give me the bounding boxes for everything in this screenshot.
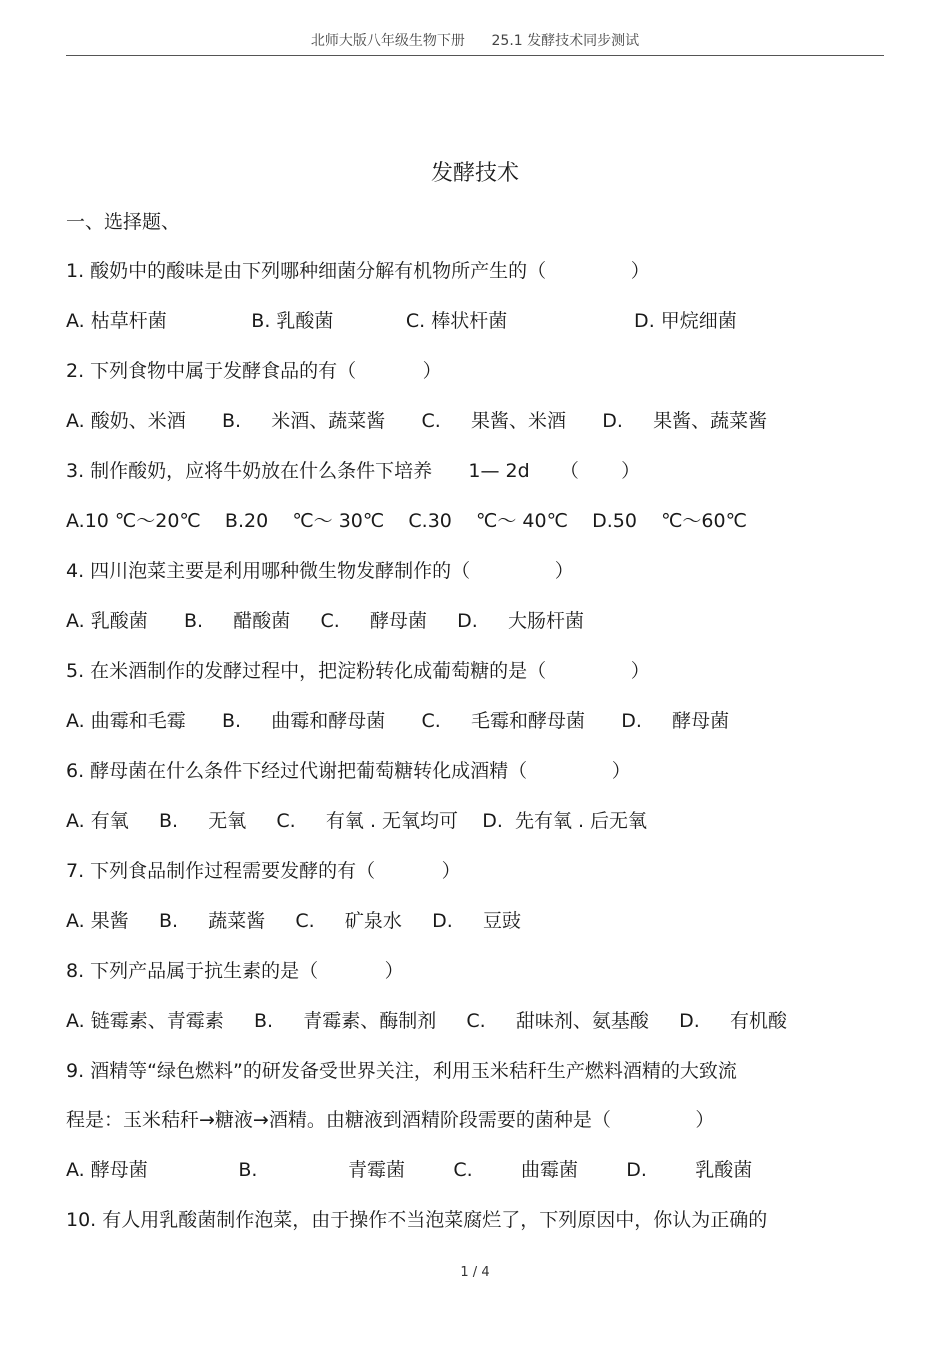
question-2: 2. 下列食物中属于发酵食品的有（ ） <box>66 360 442 382</box>
question-7: 7. 下列食品制作过程需要发酵的有（ ） <box>66 860 461 882</box>
question-4: 4. 四川泡菜主要是利用哪种微生物发酵制作的（ ） <box>66 560 574 582</box>
question-9-options: A. 酵母菌 B. 青霉菌 C. 曲霉菌 D. 乳酸菌 <box>66 1159 753 1181</box>
question-4-options: A. 乳酸菌 B. 醋酸菌 C. 酵母菌 D. 大肠杆菌 <box>66 610 585 632</box>
question-2-options: A. 酸奶、米酒 B. 米酒、蔬菜酱 C. 果酱、米酒 D. 果酱、蔬菜酱 <box>66 410 768 432</box>
question-9-continued: 程是：玉米秸秆→糖液→酒精。由糖液到酒精阶段需要的菌种是（ ） <box>66 1109 715 1131</box>
question-8-options: A. 链霉素、青霉素 B. 青霉素、酶制剂 C. 甜味剂、氨基酸 D. 有机酸 <box>66 1010 787 1032</box>
question-3-options: A.10 ℃～20℃ B.20 ℃～ 30℃ C.30 ℃～ 40℃ D.50 ℃～60℃ <box>66 510 747 532</box>
document-title: 发酵技术 <box>430 161 519 186</box>
question-5-options: A. 曲霉和毛霉 B. 曲霉和酵母菌 C. 毛霉和酵母菌 D. 酵母菌 <box>66 710 730 732</box>
question-5: 5. 在米酒制作的发酵过程中，把淀粉转化成葡萄糖的是（ ） <box>66 660 650 682</box>
running-header: 北师大版八年级生物下册 25.1 发酵技术同步测试 <box>310 33 640 49</box>
question-6-options: A. 有氧 B. 无氧 C. 有氧 . 无氧均可 D. 先有氧 . 后无氧 <box>66 810 648 832</box>
question-6: 6. 酵母菌在什么条件下经过代谢把葡萄糖转化成酒精（ ） <box>66 760 631 782</box>
question-1-options: A. 枯草杆菌 B. 乳酸菌 C. 棒状杆菌 D. 甲烷细菌 <box>66 310 737 332</box>
question-10: 10. 有人用乳酸菌制作泡菜，由于操作不当泡菜腐烂了，下列原因中，你认为正确的 <box>66 1209 768 1231</box>
section-heading: 一、选择题、 <box>66 211 181 233</box>
question-7-options: A. 果酱 B. 蔬菜酱 C. 矿泉水 D. 豆豉 <box>66 910 521 932</box>
question-9: 9. 酒精等“绿色燃料”的研发备受世界关注，利用玉米秸秆生产燃料酒精的大致流 <box>66 1060 737 1082</box>
question-3: 3. 制作酸奶，应将牛奶放在什么条件下培养 1— 2d （ ） <box>66 460 641 482</box>
question-8: 8. 下列产品属于抗生素的是（ ） <box>66 960 404 982</box>
question-1: 1. 酸奶中的酸味是由下列哪种细菌分解有机物所产生的（ ） <box>66 260 650 282</box>
header-rule <box>66 55 884 56</box>
page-number: 1 / 4 <box>460 1265 490 1280</box>
